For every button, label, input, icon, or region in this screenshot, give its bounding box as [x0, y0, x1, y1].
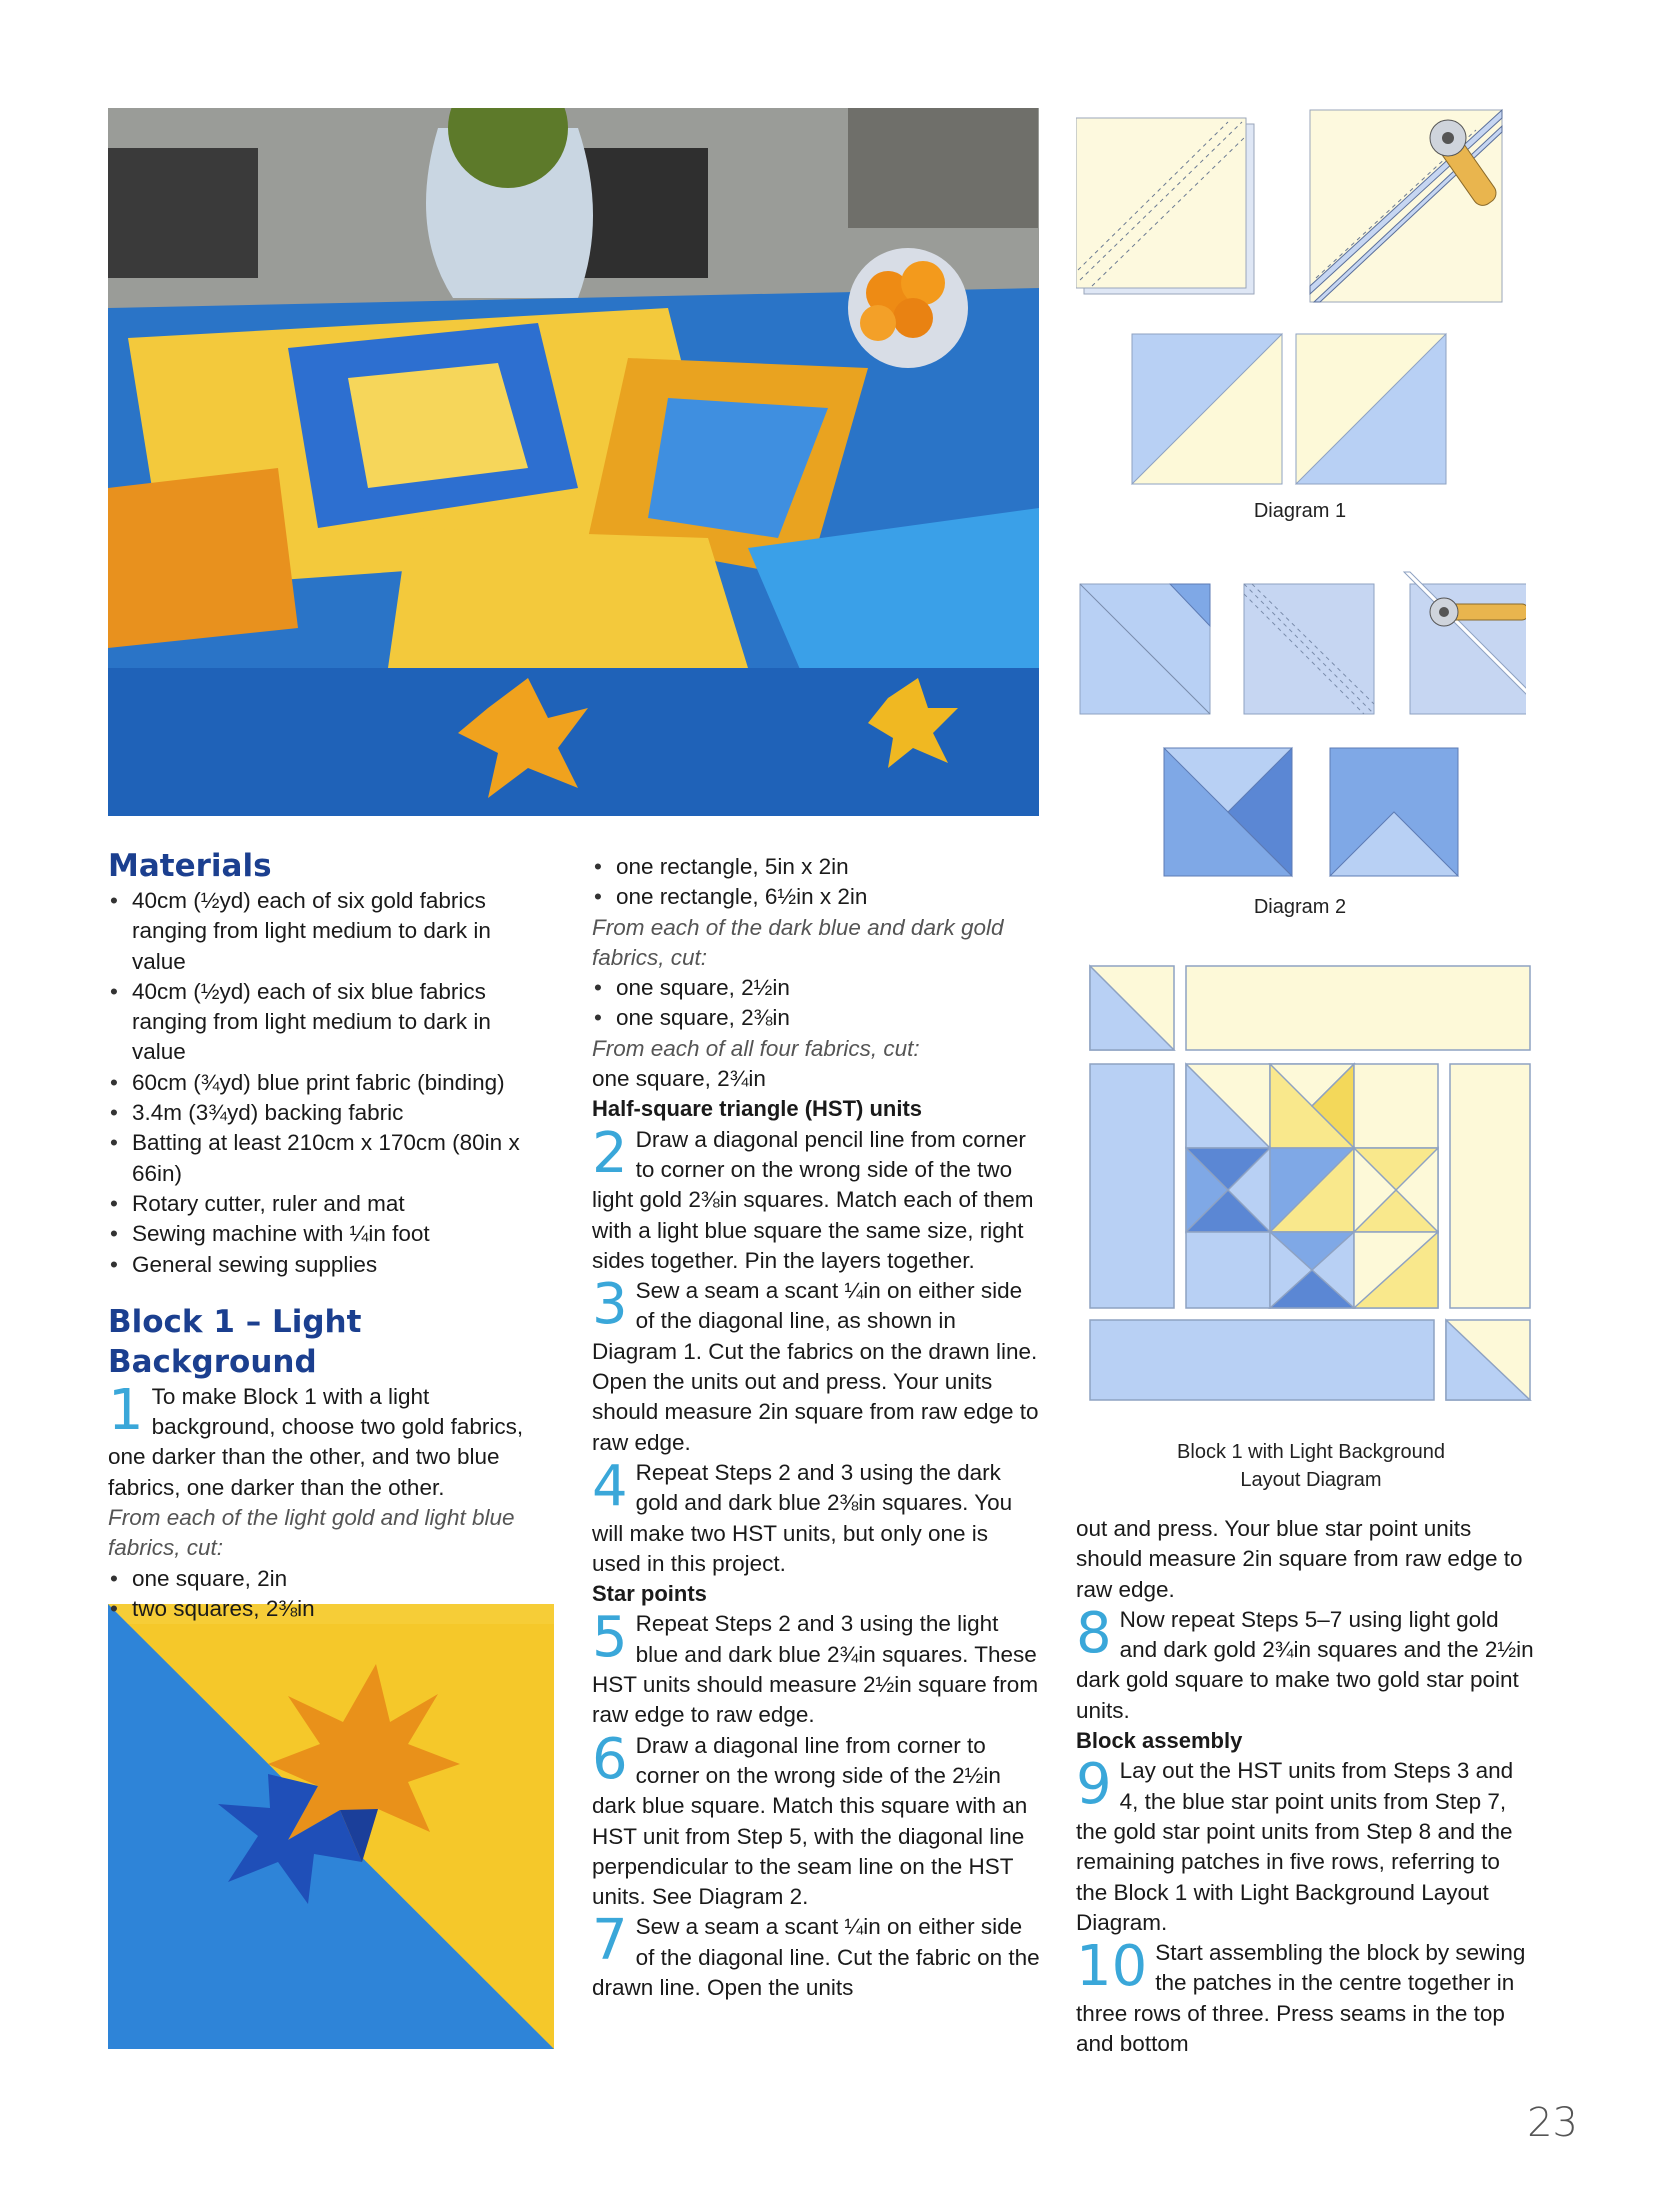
step-number: 4 — [592, 1453, 628, 1519]
diagram-2-caption: Diagram 2 — [1253, 896, 1347, 918]
layout-caption-line-2: Layout Diagram — [1240, 1469, 1382, 1491]
all-fabrics-line: one square, 2¾in — [592, 1066, 766, 1092]
step-text: To make Block 1 with a light background, choose two gold fabrics, one darker than the other, and two blue fabrics, one darker than the other. — [108, 1383, 524, 1500]
hst-being-cut — [1404, 572, 1526, 714]
all-fabrics-intro: From each of all four fabrics, cut: — [592, 1035, 920, 1061]
materials-heading: Materials — [108, 848, 272, 884]
star-point-unit-right — [1330, 748, 1458, 876]
cut-list — [108, 1564, 548, 1625]
page-number: 23 — [1527, 2100, 1578, 2146]
dark-cut-intro: From each of the dark blue and dark gold fabrics, cut: — [592, 914, 1004, 970]
diagram-1-caption: Diagram 1 — [1253, 500, 1347, 522]
column-2 — [592, 852, 1040, 2003]
block1-heading: Block 1 – Light Background — [108, 1303, 362, 1380]
step-text: Now repeat Steps 5–7 using light gold and dark gold 2¾in squares and the 2½in dark gold square to make two gold star point units. — [1076, 1606, 1534, 1723]
list-item: • 40cm (½yd) each of six gold fabrics ranging from light medium to dark in value — [108, 886, 548, 977]
list-item: • 40cm (½yd) each of six blue fabrics ranging from light medium to dark in value — [108, 977, 548, 1068]
step-8 — [1076, 1600, 1536, 1726]
list-item: • General sewing supplies — [108, 1250, 548, 1280]
step-10 — [1076, 1934, 1536, 2059]
step-7-continued: out and press. Your blue star point units should measure 2in square from raw edge to raw edge. — [1076, 1516, 1523, 1602]
list-item: • Batting at least 210cm x 170cm (80in x 66in) — [108, 1128, 548, 1189]
layout-caption-line-1: Block 1 with Light Background — [1177, 1441, 1445, 1463]
step-text: Sew a seam a scant ¼in on either side of the diagonal line. Cut the fabric on the drawn line. Open the units — [592, 1914, 1040, 2000]
list-item: • 3.4m (3¾yd) backing fabric — [108, 1098, 548, 1128]
list-item: • two squares, 2⅜in — [108, 1594, 548, 1624]
rectangle-list — [592, 852, 1040, 913]
column-1 — [108, 846, 548, 1624]
block-closeup-photo — [108, 1604, 554, 2049]
list-item: • Rotary cutter, ruler and mat — [108, 1189, 548, 1219]
quilt-table-photo — [108, 108, 1039, 816]
step-text: Sew a seam a scant ¼in on either side of the diagonal line, as shown in Diagram 1. Cut the fabrics on the drawn line. Open the units out and press. Your units should measure 2in square from raw edge to raw edge. — [592, 1278, 1039, 1455]
hst-heading: Half-square triangle (HST) units — [592, 1096, 923, 1122]
step-text: Start assembling the block by sewing the patches in the centre together in three rows of three. Press seams in the top and bottom — [1076, 1940, 1526, 2057]
dark-cut-list — [592, 973, 1040, 1034]
step-3 — [592, 1272, 1040, 1458]
block-layout-diagram — [1086, 962, 1536, 1402]
step-number: 3 — [592, 1272, 628, 1338]
cut-intro: From each of the light gold and light blue fabrics, cut: — [108, 1505, 515, 1561]
step-5 — [592, 1605, 1040, 1730]
step-7 — [592, 1908, 1040, 2003]
step-text: Draw a diagonal line from corner to corner on the wrong side of the 2½in dark blue square. Match this square with an HST unit from Step 5, with the diagonal line perpendicular to the seam line on the HST units. See Diagram 2. — [592, 1732, 1028, 1910]
step-number: 8 — [1076, 1600, 1112, 1666]
step-9 — [1076, 1752, 1536, 1938]
step-text: Repeat Steps 2 and 3 using the light blue and dark blue 2¾in squares. These HST units should measure 2½in square from raw edge to raw edge. — [592, 1611, 1039, 1728]
hst-with-square-folded — [1080, 584, 1210, 714]
step-number: 7 — [592, 1908, 628, 1974]
step-4 — [592, 1453, 1040, 1579]
step-number: 6 — [592, 1726, 628, 1792]
hst-with-seam-lines — [1244, 584, 1374, 714]
step-number: 1 — [108, 1377, 144, 1443]
step-text: Lay out the HST units from Steps 3 and 4, the blue star point units from Step 7, the gold star point units from Step 8 and the remaining patches in five rows, referring to the Block 1 with Light Background Layout Diagram. — [1076, 1758, 1514, 1935]
star-point-unit-left — [1164, 748, 1292, 876]
list-item: • Sewing machine with ¼in foot — [108, 1219, 548, 1249]
hst-unit-right — [1296, 334, 1446, 484]
step-6 — [592, 1726, 1040, 1913]
step-2 — [592, 1120, 1040, 1276]
layered-squares-drawing — [1076, 118, 1254, 294]
cut-squares-drawing — [1310, 110, 1502, 302]
block-assembly-heading: Block assembly — [1076, 1728, 1243, 1754]
list-item: • one square, 2⅜in — [592, 1003, 1040, 1033]
layout-diagram-caption — [1086, 1438, 1536, 1494]
diagram-1 — [1076, 108, 1526, 498]
list-item: • one square, 2½in — [592, 973, 1040, 1003]
star-points-heading: Star points — [592, 1581, 707, 1607]
step-number: 5 — [592, 1605, 628, 1671]
step-number: 9 — [1076, 1752, 1112, 1818]
list-item: • one square, 2in — [108, 1564, 548, 1594]
step-number: 10 — [1076, 1934, 1148, 2000]
materials-list — [108, 886, 548, 1280]
diagram-2 — [1076, 570, 1526, 880]
column-3 — [1076, 1514, 1536, 2059]
list-item: • one rectangle, 6½in x 2in — [592, 882, 1040, 912]
list-item: • one rectangle, 5in x 2in — [592, 852, 1040, 882]
step-number: 2 — [592, 1120, 628, 1186]
step-text: Draw a diagonal pencil line from corner to corner on the wrong side of the two light gold 2⅜in squares. Match each of them with a light blue square the same size, right sides together. Pin the layers together. — [592, 1126, 1034, 1273]
step-1 — [108, 1377, 548, 1503]
step-text: Repeat Steps 2 and 3 using the dark gold and dark blue 2⅜in squares. You will make two HST units, but only one is used in this project. — [592, 1459, 1013, 1576]
list-item: • 60cm (¾yd) blue print fabric (binding) — [108, 1068, 548, 1098]
hst-unit-left — [1132, 334, 1282, 484]
